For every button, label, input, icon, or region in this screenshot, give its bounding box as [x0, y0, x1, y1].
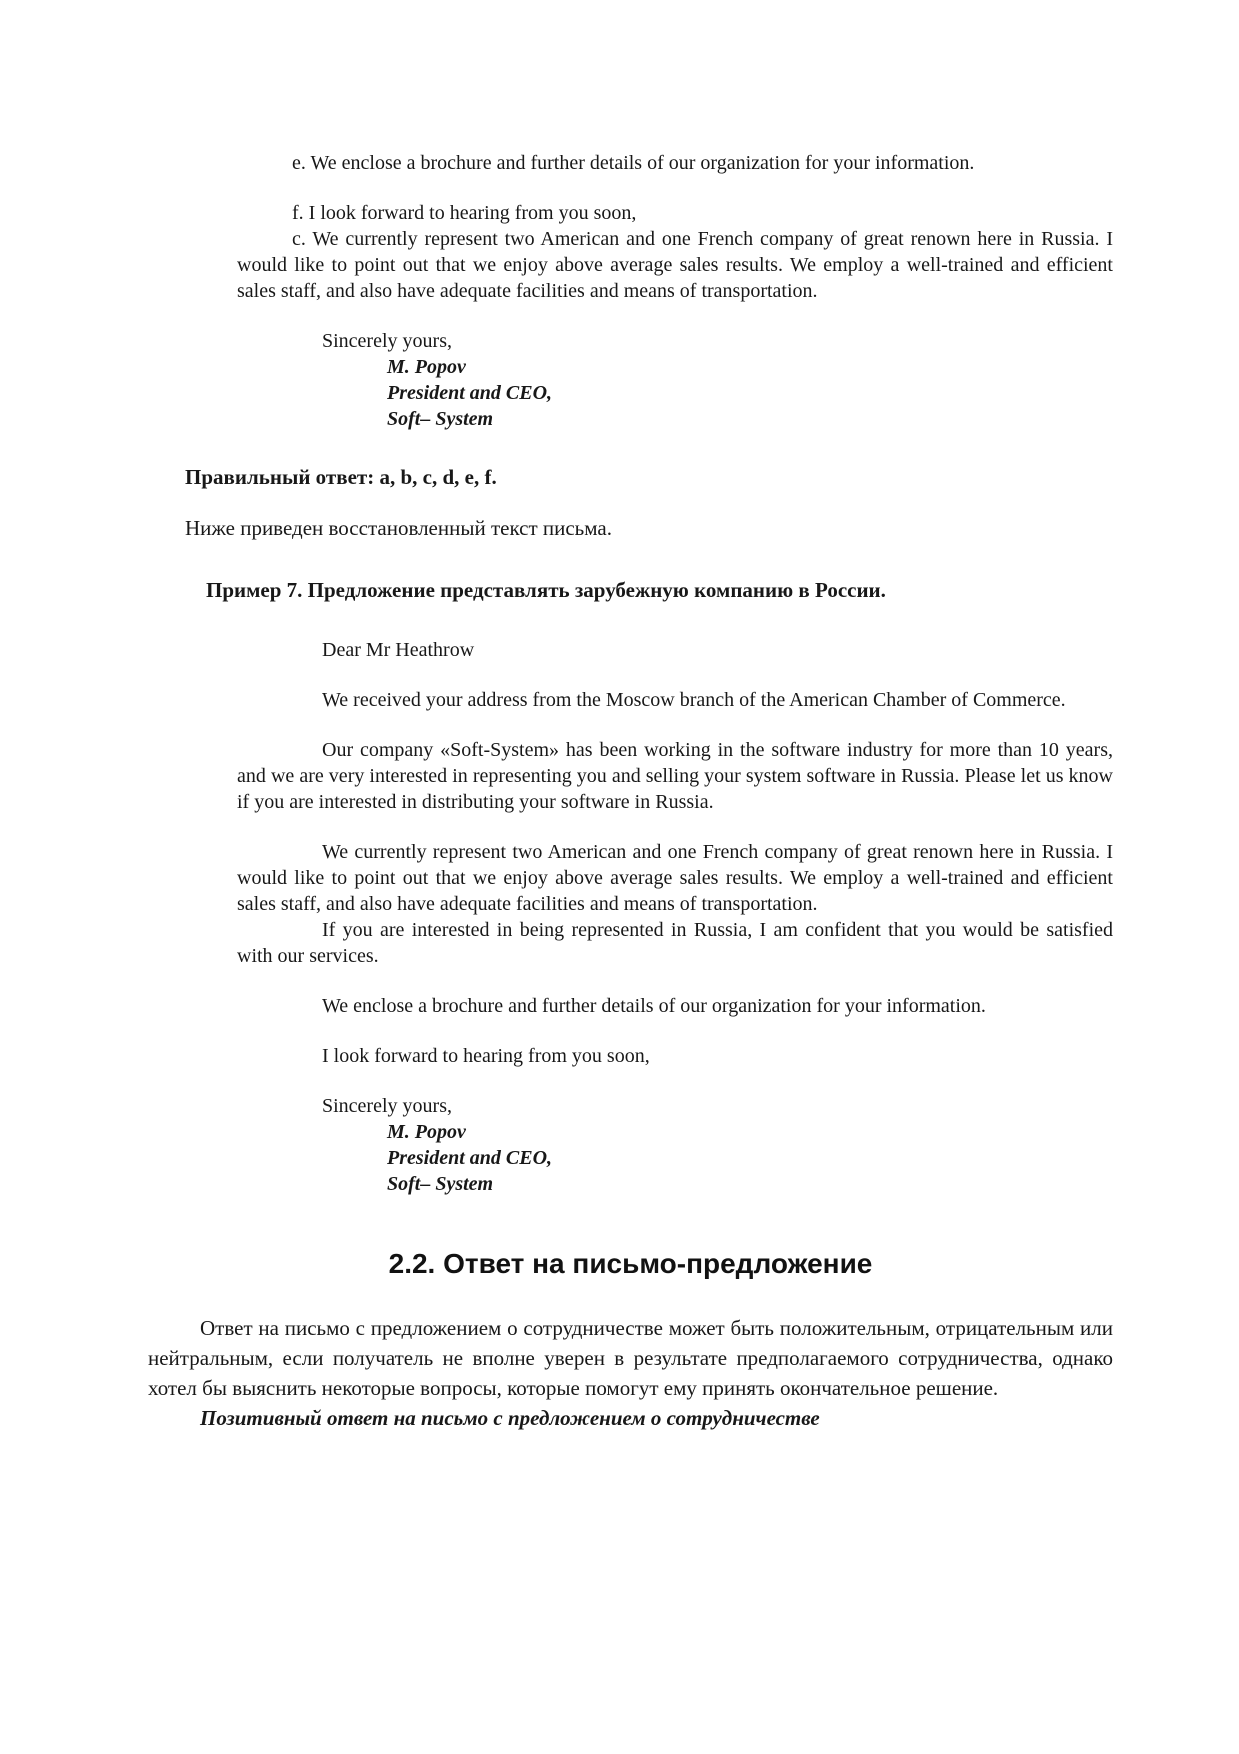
example-7-heading: Пример 7. Предложение представлять зарубежную компанию в России.: [206, 578, 886, 602]
letter-paragraph: We received your address from the Moscow branch of the American Chamber of Commerce.: [322, 689, 1066, 711]
letter-closing: Sincerely yours,: [322, 330, 452, 352]
signature-company: Soft– System: [387, 1173, 494, 1195]
section-2-2-heading: 2.2. Ответ на письмо-предложение: [388, 1248, 873, 1279]
signature-title: President and CEO,: [387, 1147, 553, 1169]
answer-item-e: e. We enclose a brochure and further details of our organization for your information.: [292, 152, 975, 174]
exercise-answer-fragments: [237, 150, 1113, 432]
answer-item-c: c. We currently represent two American and one French company of great renown here in Russia. I would like to point out that we enjoy above average sales results. We employ a well-trained and efficient sales staff, and also have adequate facilities and means of transportation.: [237, 228, 1113, 302]
signature-title: President and CEO,: [387, 382, 553, 404]
letter-salutation: Dear Mr Heathrow: [322, 639, 475, 661]
correct-answer-label: Правильный ответ: a, b, c, d, e, f.: [185, 465, 497, 489]
restored-letter-note: Ниже приведен восстановленный текст письма.: [185, 516, 612, 540]
letter-paragraph: We currently represent two American and one French company of great renown here in Russia. I would like to point out that we enjoy above average sales results. We employ a well-trained and efficient sales staff, and also have adequate facilities and means of transportation.: [237, 841, 1113, 915]
letter-paragraph: We enclose a brochure and further details of our organization for your information.: [322, 995, 986, 1017]
letter-closing: Sincerely yours,: [322, 1095, 452, 1117]
letter-paragraph: If you are interested in being represented in Russia, I am confident that you would be satisfied with our services.: [237, 919, 1113, 967]
letter-paragraph: I look forward to hearing from you soon,: [322, 1045, 650, 1067]
letter-paragraph: Our company «Soft-System» has been working in the software industry for more than 10 years, and we are very interested in representing you and selling your system software in Russia. Please let us know if you are interested in distributing your software in Russia.: [237, 739, 1113, 813]
signature-company: Soft– System: [387, 408, 494, 430]
restored-letter: [237, 637, 1113, 1197]
signature-name: M. Popov: [387, 1121, 466, 1143]
answer-item-f: f. I look forward to hearing from you soon,: [292, 202, 637, 224]
signature-block: [387, 1119, 1113, 1197]
signature-name: M. Popov: [387, 356, 466, 378]
signature-block: [387, 354, 1113, 432]
section-2-2-intro-paragraph: Ответ на письмо с предложением о сотрудничестве может быть положительным, отрицательным или нейтральным, если получатель не вполне уверен в результате предполагаемого сотрудничества, однако хотел бы выяснить некоторые вопросы, которые помогут ему принять окончательное решение.: [148, 1316, 1113, 1400]
positive-reply-subheading: Позитивный ответ на письмо с предложением о сотрудничестве: [200, 1406, 820, 1430]
